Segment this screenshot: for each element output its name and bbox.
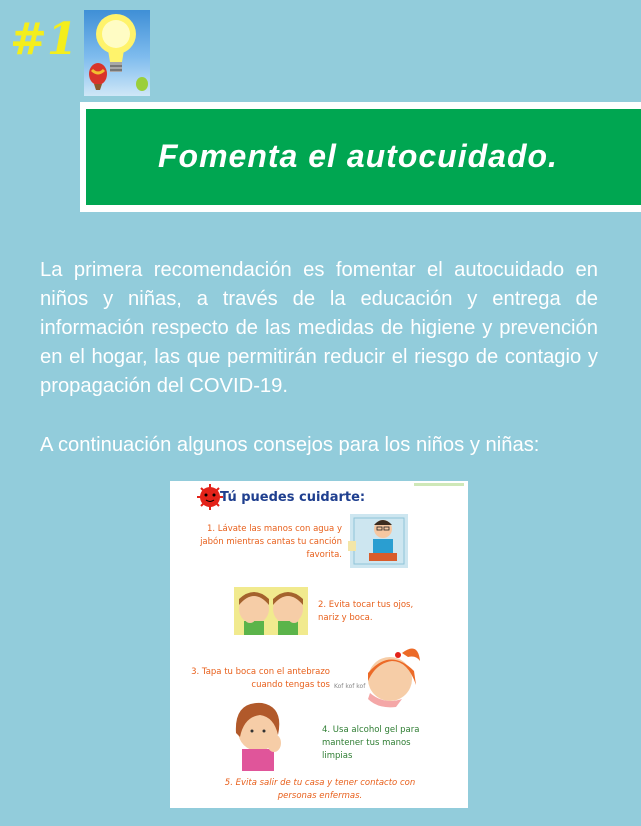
banner-title: Fomenta el autocuidado. xyxy=(158,138,558,174)
svg-text:Kof kof kof: Kof kof kof xyxy=(334,683,366,690)
woman-hand-gel-illustration xyxy=(236,703,281,771)
tip-1: 1. Lávate las manos con agua y jabón mientras cantas tu canción favorita. xyxy=(200,524,342,560)
tip-4: 4. Usa alcohol gel para mantener tus manos limpias xyxy=(322,725,420,761)
kids-touching-face-illustration xyxy=(234,587,308,635)
infographic-title: Tú puedes cuidarte: xyxy=(220,490,366,505)
lightbulb-balloons-icon xyxy=(84,10,150,96)
section-number: #1 xyxy=(10,14,78,65)
self-care-infographic xyxy=(170,481,468,808)
tips-intro: A continuación algunos consejos para los niños y niñas: xyxy=(40,434,540,456)
tip-5: 5. Evita salir de tu casa y tener contacto con personas enfermas. xyxy=(224,778,416,801)
tip-2: 2. Evita tocar tus ojos, nariz y boca. xyxy=(318,600,414,623)
title-banner xyxy=(80,102,641,212)
tip-3: 3. Tapa tu boca con el antebrazo cuando tengas tos xyxy=(191,667,330,690)
intro-paragraph: La primera recomendación es fomentar el autocuidado en niños y niñas, a través de la educación y entrega de información respecto de las medidas de higiene y prevención en el hogar, las que permitirán reducir el riesgo de contagio y propagación del COVID-19. xyxy=(40,259,598,397)
hand-washing-illustration xyxy=(348,514,408,568)
girl-coughing-illustration xyxy=(334,649,420,708)
